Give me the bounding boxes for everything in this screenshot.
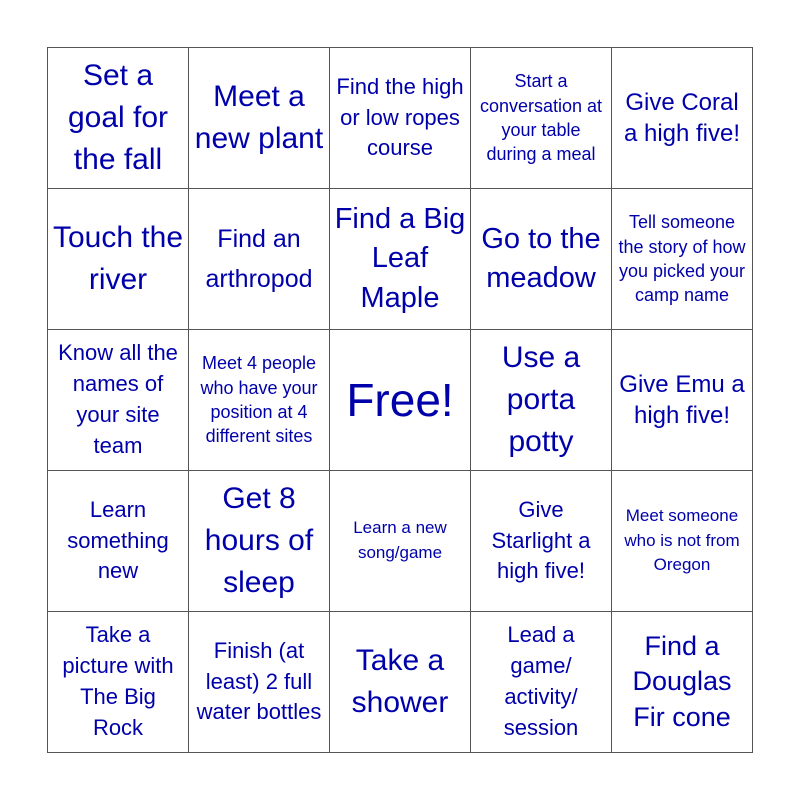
bingo-cell[interactable] — [612, 189, 753, 330]
cell-label: Know all the names of your site team — [58, 340, 178, 458]
bingo-free-cell[interactable] — [330, 330, 471, 471]
bingo-cell[interactable] — [471, 189, 612, 330]
bingo-cell[interactable] — [330, 471, 471, 612]
cell-label: Give Coral a high five! — [623, 88, 741, 147]
bingo-board — [47, 47, 753, 753]
bingo-cell[interactable] — [471, 48, 612, 189]
cell-label: Touch the river — [52, 221, 184, 296]
cell-label: Get 8 hours of sleep — [204, 482, 314, 599]
cell-label: Give Starlight a high five! — [491, 496, 591, 584]
bingo-cell[interactable] — [330, 189, 471, 330]
free-space-label: Free! — [346, 374, 454, 426]
cell-label: Find a Douglas Fir cone — [632, 631, 732, 732]
bingo-cell[interactable] — [189, 612, 330, 753]
bingo-cell[interactable] — [48, 612, 189, 753]
bingo-cell[interactable] — [189, 48, 330, 189]
cell-label: Meet 4 people who have your position at 4 different sites — [200, 353, 318, 447]
bingo-cell[interactable] — [189, 471, 330, 612]
cell-label: Use a porta potty — [501, 341, 581, 458]
bingo-cell[interactable] — [189, 189, 330, 330]
cell-label: Meet someone who is not from Oregon — [624, 506, 740, 575]
cell-label: Take a shower — [351, 644, 449, 719]
bingo-cell[interactable] — [330, 612, 471, 753]
cell-label: Meet a new plant — [194, 80, 324, 155]
cell-label: Find an arthropod — [205, 225, 313, 293]
bingo-cell[interactable] — [471, 612, 612, 753]
bingo-cell[interactable] — [612, 330, 753, 471]
bingo-cell[interactable] — [612, 612, 753, 753]
bingo-cell[interactable] — [612, 48, 753, 189]
bingo-cell[interactable] — [471, 471, 612, 612]
cell-label: Learn a new song/game — [353, 518, 447, 562]
cell-label: Finish (at least) 2 full water bottles — [196, 637, 322, 725]
cell-label: Start a conversation at your table during a meal — [479, 71, 603, 165]
cell-label: Give Emu a high five! — [619, 370, 745, 429]
cell-label: Find a Big Leaf Maple — [334, 203, 466, 314]
bingo-cell[interactable] — [330, 48, 471, 189]
cell-label: Take a picture with The Big Rock — [62, 622, 174, 740]
bingo-cell[interactable] — [48, 330, 189, 471]
cell-label: Tell someone the story of how you picked your camp name — [618, 212, 746, 306]
cell-label: Learn something new — [67, 496, 169, 584]
cell-label: Go to the meadow — [481, 222, 601, 294]
cell-label: Set a goal for the fall — [67, 59, 169, 176]
bingo-cell[interactable] — [189, 330, 330, 471]
bingo-cell[interactable] — [48, 48, 189, 189]
bingo-cell[interactable] — [471, 330, 612, 471]
cell-label: Lead a game/ activity/ session — [503, 622, 579, 740]
cell-label: Find the high or low ropes course — [336, 73, 464, 161]
bingo-cell[interactable] — [48, 471, 189, 612]
bingo-cell[interactable] — [612, 471, 753, 612]
bingo-cell[interactable] — [48, 189, 189, 330]
